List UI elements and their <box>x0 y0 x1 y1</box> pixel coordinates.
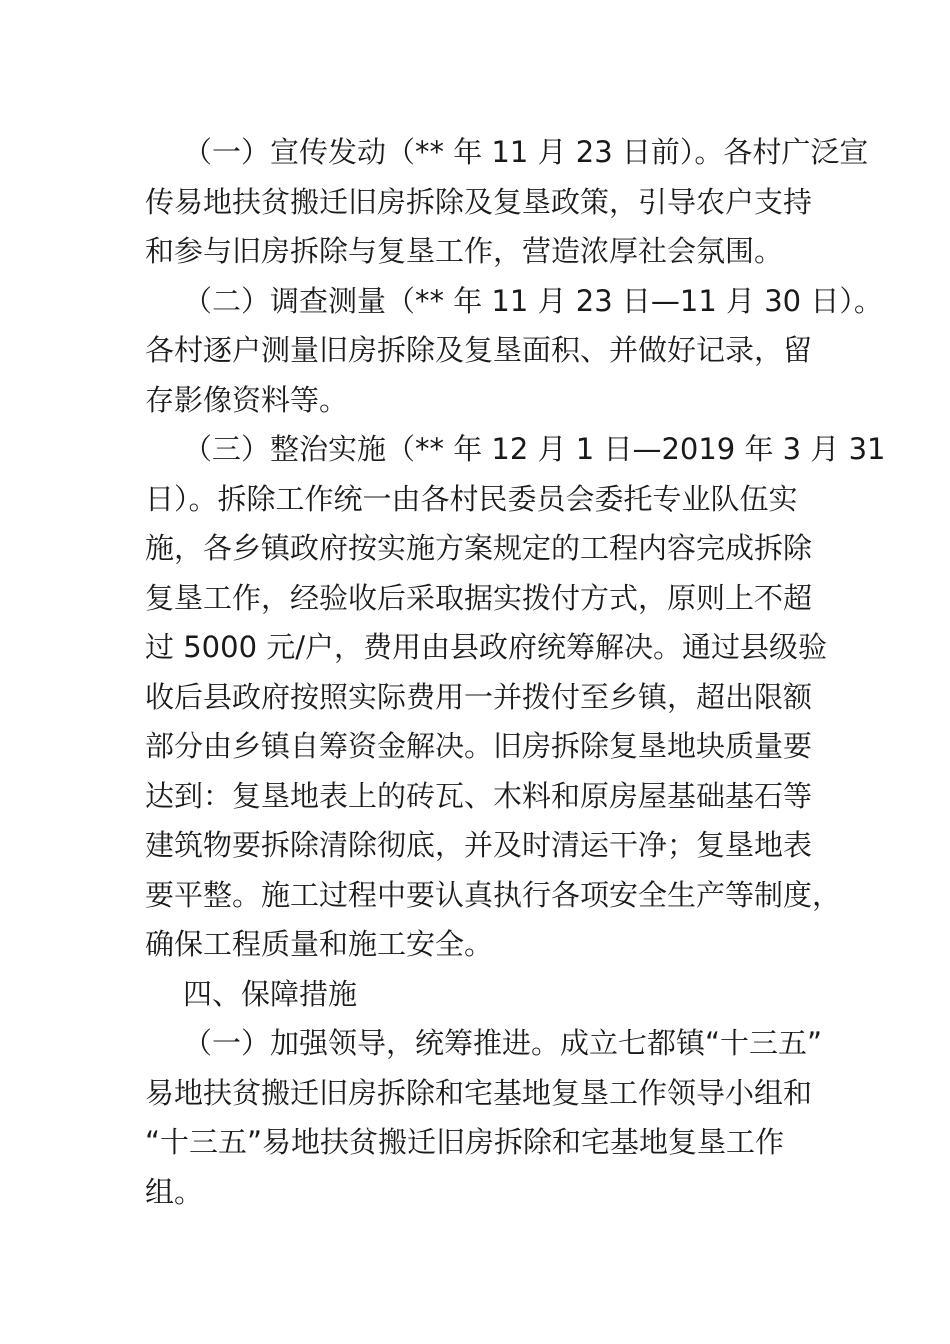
document-body <box>145 128 886 1217</box>
text-line: 各村逐户测量旧房拆除及复垦面积、并做好记录，留 <box>145 333 813 367</box>
text-line: 收后县政府按照实际费用一并拨付至乡镇，超出限额 <box>145 679 813 714</box>
text-line: 建筑物要拆除清除彻底，并及时清运干净；复垦地表 <box>145 828 813 862</box>
paragraph-publicity <box>145 128 869 277</box>
paragraph-survey <box>145 277 883 426</box>
text-line: 过 5000 元/户，费用由县政府统筹解决。通过县级验 <box>145 630 828 664</box>
text-line: 日）。拆除工作统一由各村民委员会委托专业队伍实 <box>145 481 798 516</box>
text-line: 达到：复垦地表上的砖瓦、木料和原房屋基础基石等 <box>145 778 813 813</box>
text-line: 部分由乡镇自筹资金解决。旧房拆除复垦地块质量要 <box>145 729 813 763</box>
paragraph-leadership <box>145 1019 825 1217</box>
text-line: （一）宣传发动（** 年 11 月 23 日前）。各村广泛宣 <box>183 135 869 169</box>
text-line: 易地扶贫搬迁旧房拆除和宅基地复垦工作领导小组和 <box>145 1075 813 1110</box>
text-line: 组。 <box>145 1174 204 1209</box>
text-line: 确保工程质量和施工安全。 <box>145 927 494 961</box>
section-heading-safeguards <box>145 970 825 1020</box>
text-line: （三）整治实施（** 年 12 月 1 日—2019 年 3 月 31 <box>183 432 886 466</box>
text-line: 和参与旧房拆除与复垦工作，营造浓厚社会氛围。 <box>145 234 784 268</box>
section-heading: 四、保障措施 <box>183 976 358 1011</box>
text-line: “十三五”易地扶贫搬迁旧房拆除和宅基地复垦工作 <box>145 1125 785 1159</box>
paragraph-implementation <box>145 425 886 970</box>
text-line: 复垦工作，经验收后采取据实拨付方式，原则上不超 <box>145 580 813 615</box>
text-line: 传易地扶贫搬迁旧房拆除及复垦政策，引导农户支持 <box>145 184 813 219</box>
text-line: 要平整。施工过程中要认真执行各项安全生产等制度， <box>145 877 842 912</box>
text-line: 施，各乡镇政府按实施方案规定的工程内容完成拆除 <box>145 531 813 565</box>
text-line: （一）加强领导，统筹推进。成立七都镇“十三五” <box>183 1026 823 1060</box>
text-line: 存影像资料等。 <box>145 382 349 417</box>
text-line: （二）调查测量（** 年 11 月 23 日—11 月 30 日）。 <box>183 283 883 318</box>
